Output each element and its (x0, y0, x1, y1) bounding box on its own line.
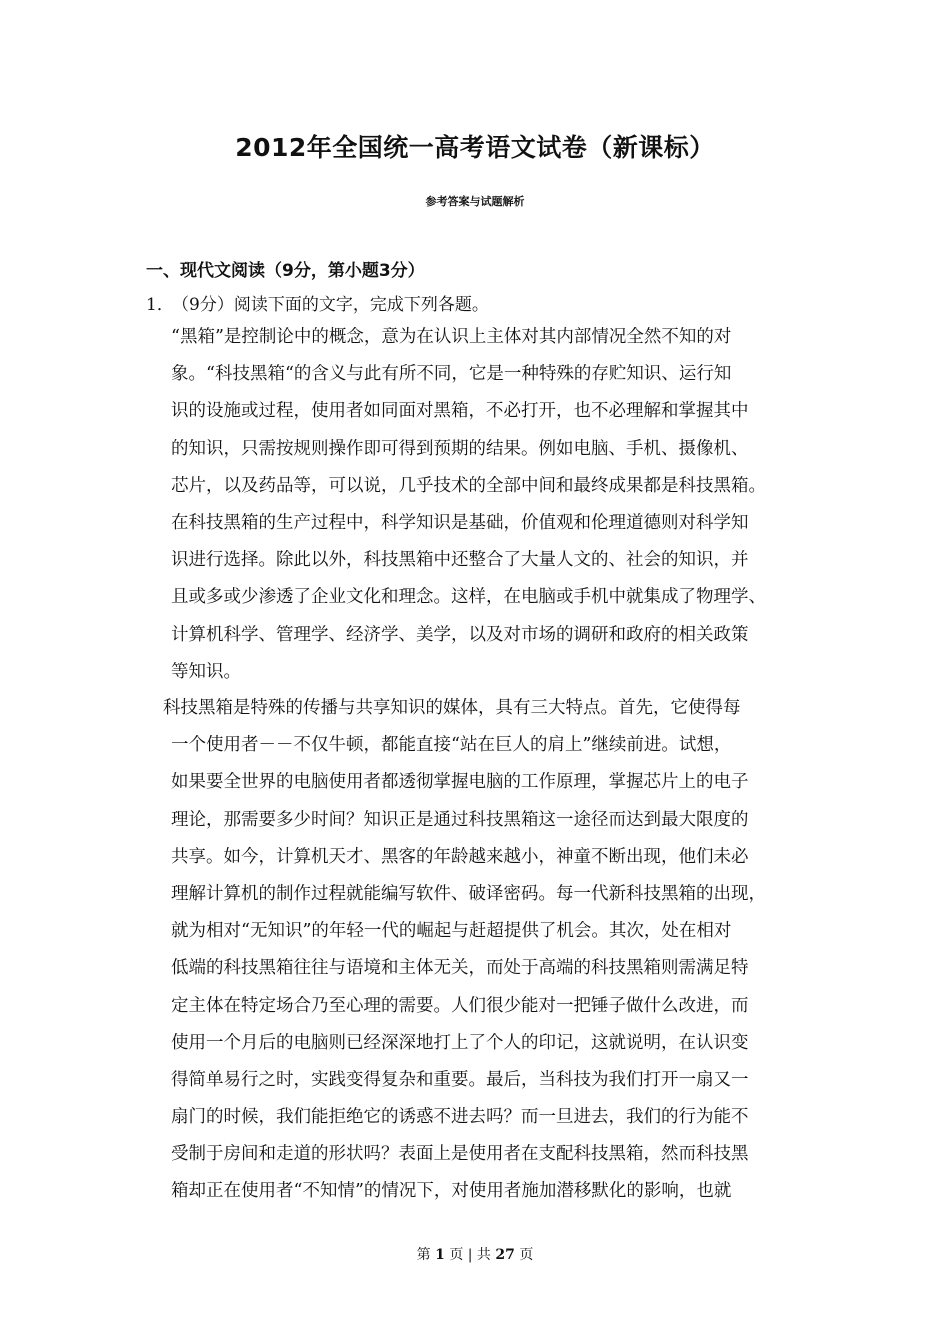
paragraph-line: 芯片，以及药品等，可以说，几乎技术的全部中间和最终成果都是科技黑箱。 (171, 475, 766, 496)
footer-prefix: 第 (416, 1247, 431, 1263)
paragraph-line: 理论，那需要多少时间？知识正是通过科技黑箱这一途径而达到最大限度的 (171, 809, 749, 830)
paragraph-line: 箱却正在使用者“不知情”的情况下，对使用者施加潜移默化的影响，也就 (171, 1181, 732, 1202)
paragraph-line: 就为相对“无知识”的年轻一代的崛起与赶超提供了机会。其次，处在相对 (171, 921, 732, 942)
question-stem (146, 290, 489, 315)
paragraph-line: 计算机科学、管理学、经济学、美学，以及对市场的调研和政府的相关政策 (171, 624, 749, 645)
paragraph-line: 使用一个月后的电脑则已经深深地打上了个人的印记，这就说明，在认识变 (171, 1032, 749, 1053)
paragraph-line: 一个使用者－－不仅牛顿，都能直接“站在巨人的肩上”继续前进。试想， (171, 735, 732, 756)
footer-total-pages: 27 (495, 1247, 515, 1263)
paragraph-line: 等知识。 (171, 661, 241, 682)
paragraph-line: 定主体在特定场合乃至心理的需要。人们很少能对一把锤子做什么改进，而 (171, 995, 749, 1016)
paragraph-line: 识进行选择。除此以外，科技黑箱中还整合了大量人文的、社会的知识，并 (171, 550, 749, 571)
paragraph-line: 且或多或少渗透了企业文化和理念。这样，在电脑或手机中就集成了物理学、 (171, 587, 766, 608)
footer-middle: 页 | 共 (449, 1247, 491, 1263)
paragraph-line: 在科技黑箱的生产过程中，科学知识是基础，价值观和伦理道德则对科学知 (171, 512, 749, 533)
paragraph-line: 科技黑箱是特殊的传播与共享知识的媒体，具有三大特点。首先，它使得每 (163, 698, 741, 718)
paragraph-line: 的知识，只需按规则操作即可得到预期的结果。例如电脑、手机、摄像机、 (171, 438, 749, 459)
passage-paragraph-2 (163, 690, 823, 1211)
paragraph-line: 低端的科技黑箱往往与语境和主体无关，而处于高端的科技黑箱则需满足特 (171, 958, 749, 979)
paragraph-line: 共享。如今，计算机天才、黑客的年龄越来越小，神童不断出现，他们未必 (171, 846, 749, 867)
question-text: （9分）阅读下面的文字，完成下列各题。 (172, 295, 489, 315)
paragraph-line: 扇门的时候，我们能拒绝它的诱惑不进去吗？而一旦进去，我们的行为能不 (171, 1107, 749, 1128)
question-number: 1． (146, 295, 174, 315)
paragraph-line: 如果要全世界的电脑使用者都透彻掌握电脑的工作原理，掌握芯片上的电子 (171, 772, 749, 793)
section-heading: 一、现代文阅读（9分，第小题3分） (146, 261, 425, 281)
document-title: 2012年全国统一高考语文试卷（新课标） (235, 133, 715, 162)
paragraph-line: 理解计算机的制作过程就能编写软件、破译密码。每一代新科技黑箱的出现， (171, 883, 766, 904)
passage-paragraph-1 (171, 319, 821, 691)
paragraph-line: “黑箱”是控制论中的概念，意为在认识上主体对其内部情况全然不知的对 (171, 327, 732, 347)
footer-page-number: 1 (435, 1247, 445, 1263)
page-footer (0, 1244, 950, 1264)
footer-suffix: 页 (519, 1247, 534, 1263)
paragraph-line: 识的设施或过程，使用者如同面对黑箱，不必打开，也不必理解和掌握其中 (171, 401, 749, 422)
paragraph-line: 象。“科技黑箱“的含义与此有所不同，它是一种特殊的存贮知识、运行知 (171, 364, 732, 385)
paragraph-line: 受制于房间和走道的形状吗？表面上是使用者在支配科技黑箱，然而科技黑 (171, 1144, 749, 1165)
paragraph-line: 得简单易行之时，实践变得复杂和重要。最后，当科技为我们打开一扇又一 (171, 1069, 749, 1090)
document-subtitle: 参考答案与试题解析 (425, 195, 525, 208)
